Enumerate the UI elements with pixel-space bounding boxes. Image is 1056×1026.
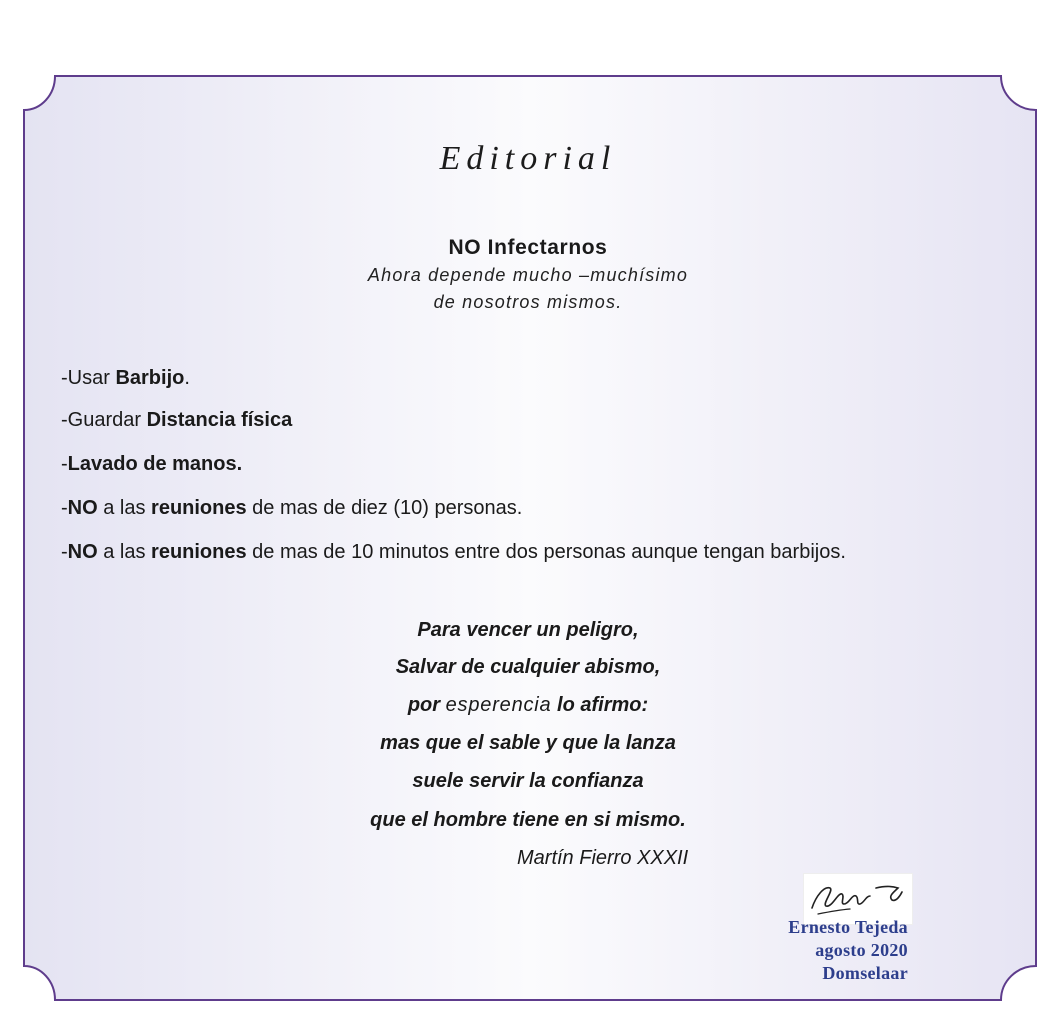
editorial-title: Editorial (439, 140, 617, 177)
signature-name: Ernesto Tejeda (788, 917, 908, 937)
signature-date: agosto 2020 (815, 940, 908, 960)
poem-line: suele servir la confianza (412, 770, 644, 792)
headline: NO Infectarnos (448, 236, 608, 259)
poem-line: por esperencia lo afirmo: (407, 694, 649, 716)
poem-attribution: Martín Fierro XXXII (517, 847, 689, 869)
subtitle-line: de nosotros mismos. (433, 292, 623, 312)
rule-item: -NO a las reuniones de mas de diez (10) personas. (61, 497, 523, 519)
rule-item: -Usar Barbijo. (61, 367, 190, 389)
rule-item: -Guardar Distancia física (61, 409, 293, 431)
poem-line: Para vencer un peligro, (417, 619, 639, 641)
subtitle-line: Ahora depende mucho –muchísimo (367, 265, 689, 285)
rule-item: -NO a las reuniones de mas de 10 minutos entre dos personas aunque tengan barbijos. (61, 541, 846, 563)
poem-line: que el hombre tiene en si mismo. (370, 809, 686, 831)
poem-line: Salvar de cualquier abismo, (395, 656, 661, 678)
rule-item: -Lavado de manos. (61, 453, 243, 475)
signature-place: Domselaar (822, 963, 908, 983)
poem-line: mas que el sable y que la lanza (380, 732, 676, 754)
